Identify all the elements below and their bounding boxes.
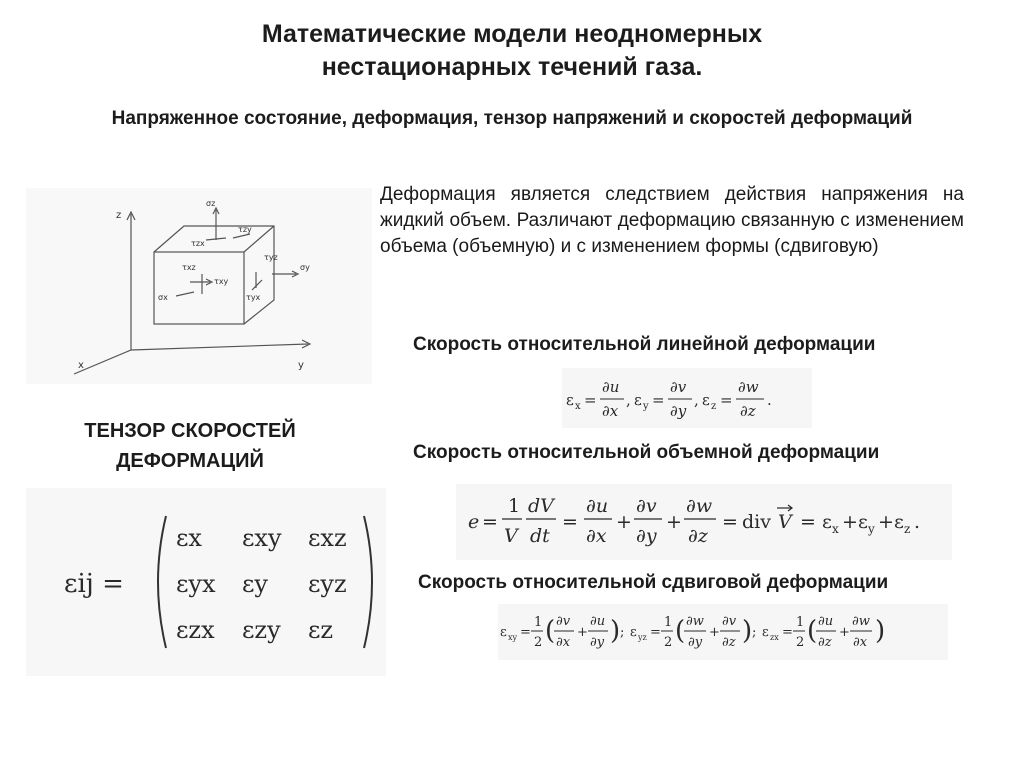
- tensor-cell-1-3: εxz: [308, 524, 347, 552]
- tensor-cell-3-2: εzy: [242, 616, 281, 644]
- svg-text:∂y: ∂y: [636, 525, 657, 547]
- sigma-y-label: σy: [300, 263, 310, 272]
- svg-text:ε: ε: [822, 511, 832, 533]
- svg-text:1: 1: [796, 615, 805, 630]
- svg-text:yz: yz: [638, 633, 647, 642]
- intro-paragraph: Деформация является следствием действия напряжения на жидкий объем. Различают деформацию связанную с изменением объема (объемную) и с изменением формы (сдвиговую): [380, 184, 964, 257]
- svg-text:dV: dV: [528, 495, 554, 517]
- svg-text:y: y: [868, 522, 875, 536]
- tensor-cell-1-1: εx: [176, 524, 202, 552]
- shear-deformation-formula: [498, 604, 948, 660]
- svg-text:xy: xy: [508, 633, 518, 642]
- tau-zx-label: τzx: [191, 239, 205, 248]
- svg-text:;: ;: [752, 625, 757, 640]
- svg-text:x: x: [575, 401, 581, 412]
- svg-text:1: 1: [508, 495, 521, 517]
- axis-z-label: z: [116, 210, 122, 221]
- svg-text:=: =: [652, 391, 665, 409]
- tensor-title-line-1: ТЕНЗОР СКОРОСТЕЙ: [84, 420, 296, 442]
- svg-text:z: z: [904, 522, 911, 536]
- svg-text:+: +: [839, 625, 850, 640]
- svg-text:): ): [742, 616, 753, 646]
- svg-text:∂x: ∂x: [586, 525, 607, 547]
- tensor-title-line-2: ДЕФОРМАЦИЙ: [116, 450, 264, 472]
- svg-text:∂w: ∂w: [686, 614, 704, 629]
- svg-text:+: +: [878, 511, 894, 533]
- svg-text:ε: ε: [630, 625, 637, 640]
- svg-text:∂v: ∂v: [556, 614, 571, 629]
- tensor-cell-2-1: εyx: [176, 570, 216, 598]
- svg-text:∂w: ∂w: [738, 378, 759, 396]
- tensor-cell-2-3: εyz: [308, 570, 347, 598]
- tensor-cell-3-3: εz: [308, 616, 334, 644]
- matrix-left-paren: [158, 516, 166, 648]
- svg-text:=: =: [722, 511, 738, 533]
- svg-text:div: div: [742, 511, 771, 533]
- svg-text:=: =: [584, 391, 597, 409]
- svg-text:y: y: [643, 401, 649, 412]
- svg-text:=: =: [562, 511, 578, 533]
- svg-text:∂y: ∂y: [688, 635, 703, 650]
- svg-text:∂v: ∂v: [722, 614, 737, 629]
- svg-text:=: =: [520, 625, 531, 640]
- svg-text:1: 1: [534, 615, 543, 630]
- svg-text:∂x: ∂x: [556, 635, 571, 650]
- svg-text:2: 2: [796, 635, 805, 650]
- svg-text:V: V: [778, 511, 792, 533]
- heading-linear-deformation: Скорость относительной линейной деформации: [413, 334, 876, 355]
- svg-text:∂v: ∂v: [636, 495, 657, 517]
- svg-text:∂z: ∂z: [722, 635, 736, 650]
- svg-text:z: z: [711, 401, 717, 412]
- sigma-z-label: σz: [206, 199, 216, 208]
- svg-text:,: ,: [694, 391, 699, 409]
- tau-xy-label: τxy: [214, 277, 229, 286]
- svg-text:+: +: [616, 511, 632, 533]
- svg-text:ε: ε: [762, 625, 769, 640]
- tensor-cell-3-1: εzx: [176, 616, 215, 644]
- svg-text:ε: ε: [566, 391, 574, 409]
- svg-text:(: (: [545, 616, 556, 646]
- svg-text:∂z: ∂z: [740, 402, 756, 420]
- sigma-x-label: σx: [158, 293, 168, 302]
- svg-text:.: .: [914, 511, 921, 533]
- tensor-cell-2-2: εy: [242, 570, 268, 598]
- svg-text:+: +: [842, 511, 858, 533]
- svg-text:2: 2: [664, 635, 673, 650]
- svg-text:zx: zx: [770, 633, 779, 642]
- svg-text:∂u: ∂u: [602, 378, 620, 396]
- tau-yz-label: τyz: [264, 253, 278, 262]
- title-line-1: Математические модели неодномерных: [261, 20, 763, 48]
- svg-text:=: =: [482, 511, 498, 533]
- svg-text:(: (: [675, 616, 686, 646]
- svg-text:∂z: ∂z: [818, 635, 832, 650]
- tau-xz-label: τxz: [182, 263, 196, 272]
- svg-text:∂u: ∂u: [590, 614, 606, 629]
- tensor-cell-1-2: εxy: [242, 524, 282, 552]
- page-title: [0, 18, 1024, 84]
- svg-text:1: 1: [664, 615, 673, 630]
- svg-text:∂v: ∂v: [670, 378, 687, 396]
- heading-shear-deformation: Скорость относительной сдвиговой деформации: [418, 572, 889, 593]
- svg-text:+: +: [709, 625, 720, 640]
- svg-text:+: +: [666, 511, 682, 533]
- axis-y-label: y: [298, 360, 304, 371]
- svg-text:∂y: ∂y: [670, 402, 687, 420]
- linear-deformation-formula: [562, 368, 812, 428]
- svg-text:ε: ε: [634, 391, 642, 409]
- svg-text:∂y: ∂y: [590, 635, 605, 650]
- svg-text:∂u: ∂u: [818, 614, 834, 629]
- matrix-right-paren: [364, 516, 372, 648]
- svg-text:∂w: ∂w: [852, 614, 870, 629]
- svg-text:e: e: [468, 511, 480, 533]
- tensor-title: [60, 416, 320, 476]
- svg-text:∂z: ∂z: [688, 525, 708, 547]
- svg-text:+: +: [577, 625, 588, 640]
- tau-zy-label: τzy: [238, 225, 252, 234]
- tensor-lhs: εij =: [64, 569, 124, 599]
- svg-text:): ): [610, 616, 621, 646]
- svg-text:.: .: [767, 391, 772, 409]
- svg-text:x: x: [832, 522, 839, 536]
- svg-text:=: =: [782, 625, 793, 640]
- title-line-2: нестационарных течений газа.: [321, 53, 703, 81]
- svg-text:=: =: [800, 511, 816, 533]
- svg-text:dt: dt: [530, 525, 550, 547]
- svg-text:;: ;: [620, 625, 625, 640]
- svg-text:,: ,: [626, 391, 631, 409]
- axis-x-label: x: [78, 360, 84, 371]
- volume-deformation-formula: [456, 484, 952, 560]
- svg-text:): ): [875, 616, 886, 646]
- heading-volume-deformation: Скорость относительной объемной деформации: [413, 442, 880, 463]
- svg-text:∂u: ∂u: [586, 495, 609, 517]
- svg-text:=: =: [720, 391, 733, 409]
- stress-cube-figure: [26, 188, 372, 384]
- svg-text:2: 2: [534, 635, 543, 650]
- svg-text:∂w: ∂w: [686, 495, 713, 517]
- tau-yx-label: τyx: [246, 293, 261, 302]
- page-subtitle: Напряженное состояние, деформация, тензор напряжений и скоростей деформаций: [111, 108, 913, 129]
- svg-text:(: (: [807, 616, 818, 646]
- y-axis-line: [131, 344, 308, 350]
- svg-text:V: V: [504, 525, 518, 547]
- svg-text:ε: ε: [702, 391, 710, 409]
- svg-text:ε: ε: [500, 625, 507, 640]
- svg-text:=: =: [650, 625, 661, 640]
- svg-text:∂x: ∂x: [602, 402, 619, 420]
- svg-text:∂x: ∂x: [853, 635, 868, 650]
- svg-text:ε: ε: [894, 511, 904, 533]
- svg-text:ε: ε: [858, 511, 868, 533]
- cube-front-face: [154, 252, 244, 324]
- strain-rate-tensor-matrix: [26, 488, 386, 676]
